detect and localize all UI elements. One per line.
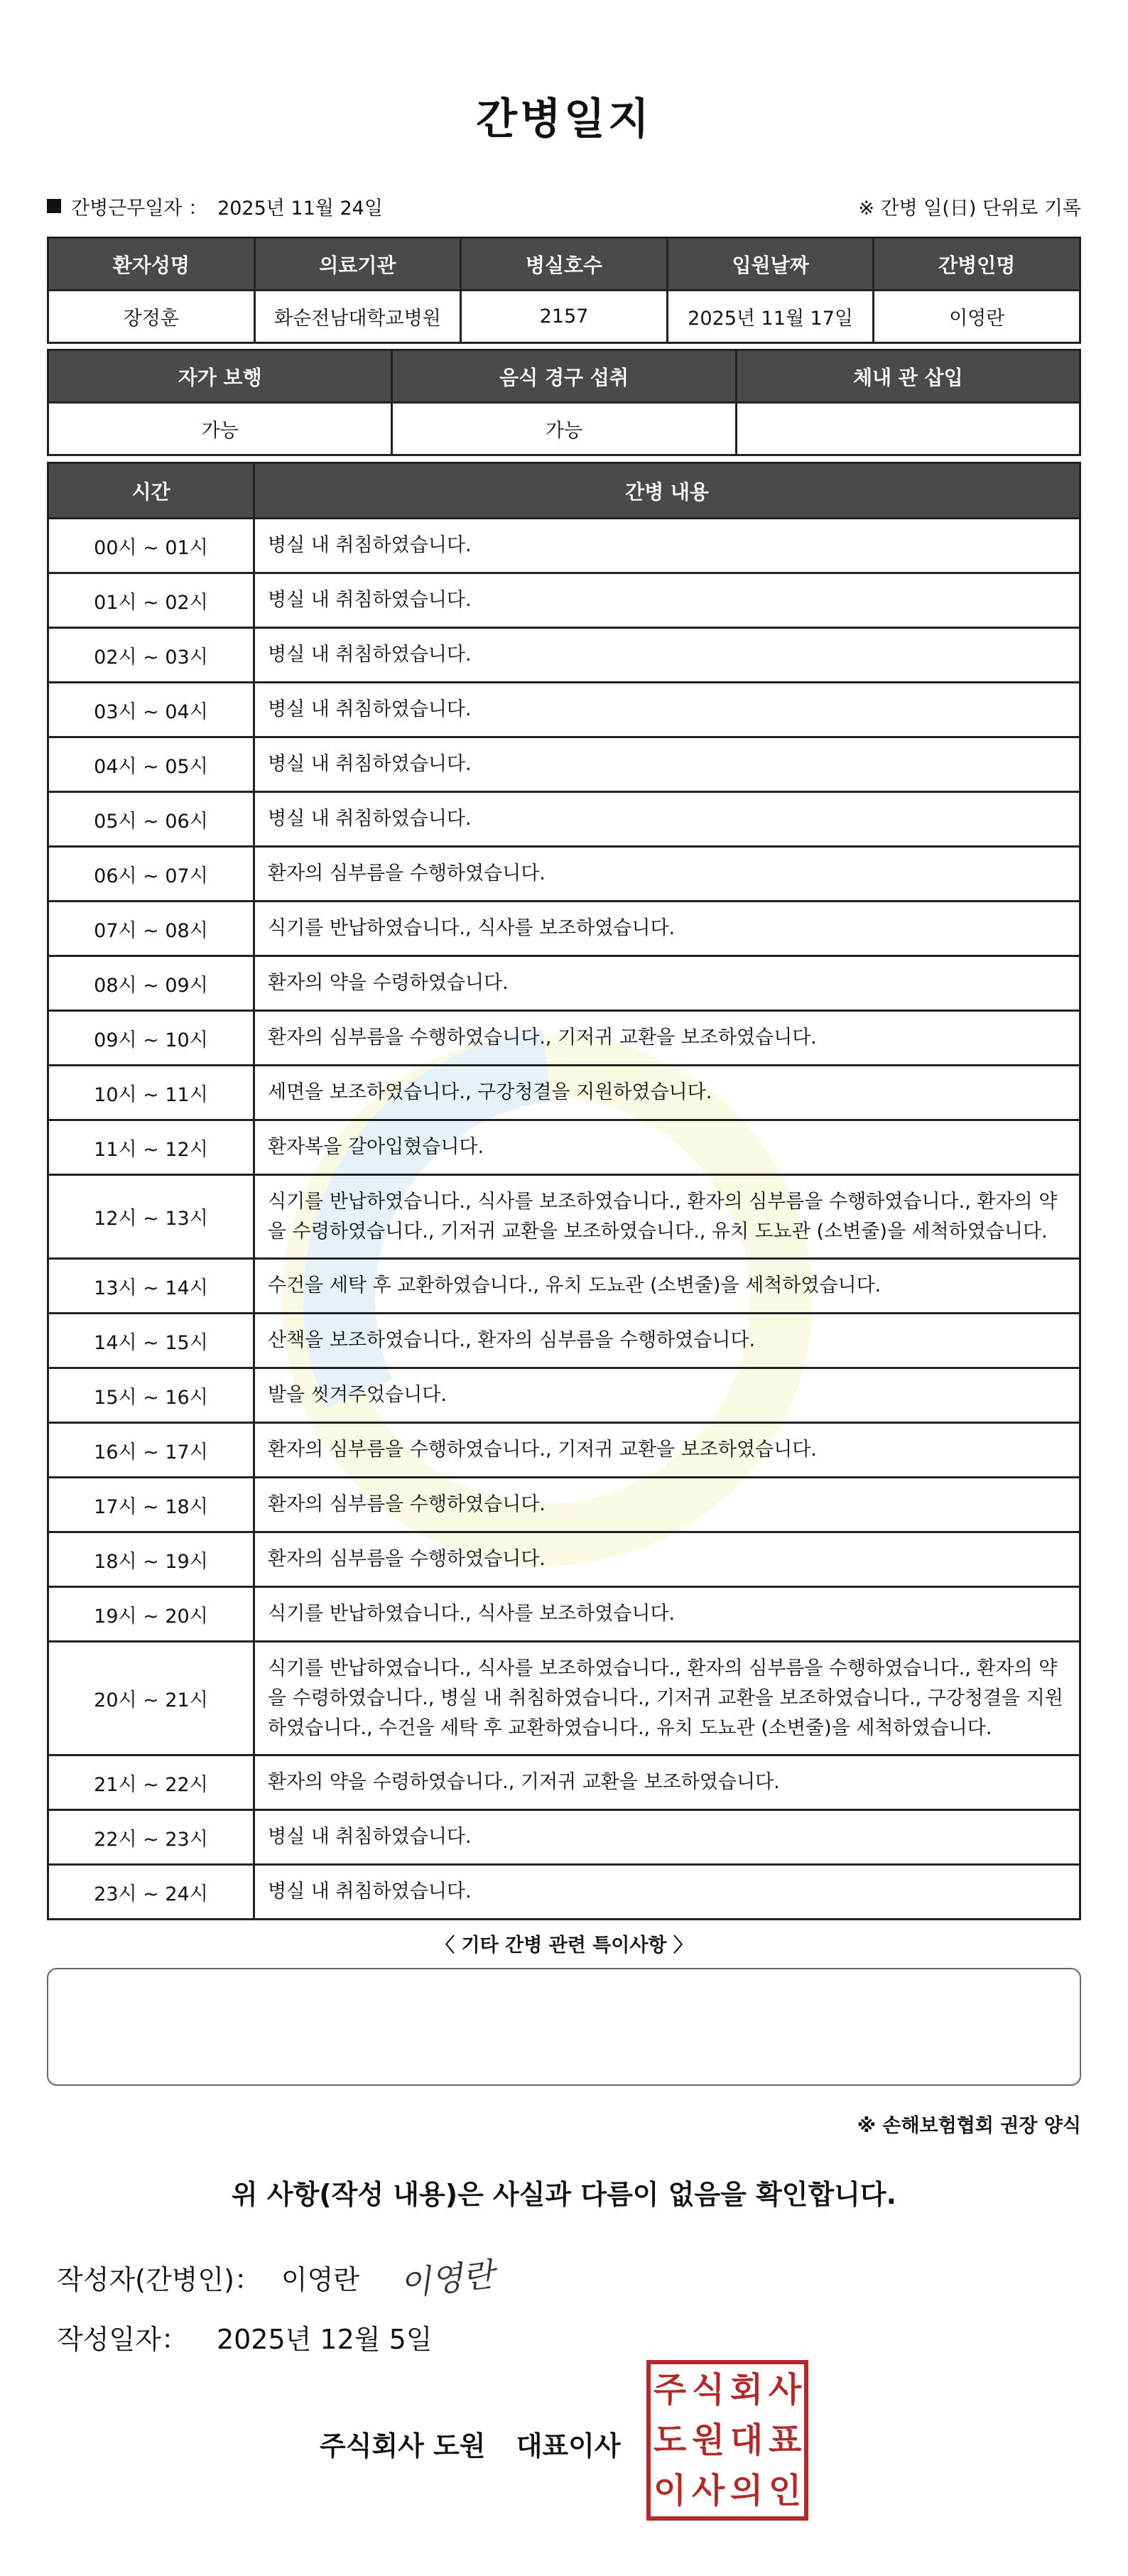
log-content: 환자의 심부름을 수행하였습니다., 기저귀 교환을 보조하였습니다. — [254, 1011, 1080, 1066]
patient-info-table — [47, 237, 1081, 344]
header-patient-name: 환자성명 — [48, 238, 255, 291]
table-row — [48, 1810, 1080, 1865]
table-row — [48, 1532, 1080, 1587]
header-oral-intake: 음식 경구 섭취 — [392, 350, 736, 403]
log-time: 16시 ~ 17시 — [48, 1423, 254, 1478]
log-content: 식기를 반납하였습니다., 식사를 보조하였습니다. — [254, 1587, 1080, 1642]
log-time: 18시 ~ 19시 — [48, 1532, 254, 1587]
patient-status-table — [47, 349, 1081, 456]
self-walking-value: 가능 — [48, 403, 392, 455]
table-row — [48, 1066, 1080, 1120]
patient-name: 장정훈 — [48, 291, 255, 343]
header-caregiver: 간병인명 — [874, 238, 1080, 291]
log-time: 12시 ~ 13시 — [48, 1175, 254, 1259]
table-row — [48, 628, 1080, 683]
log-content: 식기를 반납하였습니다., 식사를 보조하였습니다. — [254, 902, 1080, 956]
written-date-line — [57, 2317, 432, 2356]
log-time: 05시 ~ 06시 — [48, 792, 254, 847]
log-content: 산책을 보조하였습니다., 환자의 심부름을 수행하였습니다. — [254, 1314, 1080, 1368]
log-content: 환자의 심부름을 수행하였습니다. — [254, 1478, 1080, 1532]
log-content: 환자의 약을 수령하였습니다., 기저귀 교환을 보조하였습니다. — [254, 1755, 1080, 1810]
log-content: 병실 내 취침하였습니다. — [254, 1865, 1080, 1920]
log-time: 04시 ~ 05시 — [48, 737, 254, 792]
header-admission-date: 입원날짜 — [667, 238, 874, 291]
log-content: 식기를 반납하였습니다., 식사를 보조하였습니다., 환자의 심부름을 수행하였습니다., 환자의 약을 수령하였습니다., 기저귀 교환을 보조하였습니다., 유치 도뇨관 (소변줄)을 세척하였습니다. — [254, 1175, 1080, 1259]
log-content: 병실 내 취침하였습니다. — [254, 519, 1080, 573]
hospital-name: 화순전남대학교병원 — [254, 291, 461, 343]
table-row — [48, 1587, 1080, 1642]
seal-character: 식 — [691, 2369, 725, 2410]
log-time: 13시 ~ 14시 — [48, 1259, 254, 1314]
table-row — [48, 847, 1080, 902]
table-row — [48, 792, 1080, 847]
writer-label: 작성자(간병인)： — [57, 2263, 261, 2295]
seal-character: 주 — [653, 2369, 687, 2410]
log-content: 수건을 세탁 후 교환하였습니다., 유치 도뇨관 (소변줄)을 세척하였습니다. — [254, 1259, 1080, 1314]
caregiver-name: 이영란 — [874, 291, 1080, 343]
header-self-walking: 자가 보행 — [48, 350, 392, 403]
table-row — [48, 1755, 1080, 1810]
table-row — [48, 683, 1080, 737]
header-time: 시간 — [48, 463, 254, 519]
table-row — [48, 1120, 1080, 1175]
table-row — [48, 1011, 1080, 1066]
seal-character: 의 — [730, 2471, 764, 2511]
seal-character: 사 — [768, 2369, 802, 2410]
seal-character: 표 — [768, 2420, 802, 2460]
log-time: 17시 ~ 18시 — [48, 1478, 254, 1532]
log-time: 14시 ~ 15시 — [48, 1314, 254, 1368]
log-content: 환자복을 갈아입혔습니다. — [254, 1120, 1080, 1175]
header-care-content: 간병 내용 — [254, 463, 1080, 519]
company-line — [320, 2424, 621, 2463]
log-content: 병실 내 취침하였습니다. — [254, 792, 1080, 847]
log-time: 02시 ~ 03시 — [48, 628, 254, 683]
table-row — [48, 902, 1080, 956]
writer-name: 이영란 — [281, 2263, 360, 2295]
log-time: 11시 ~ 12시 — [48, 1120, 254, 1175]
log-content: 병실 내 취침하였습니다. — [254, 573, 1080, 628]
log-time: 09시 ~ 10시 — [48, 1011, 254, 1066]
notes-box — [47, 1968, 1081, 2086]
log-time: 08시 ~ 09시 — [48, 956, 254, 1011]
table-row — [48, 519, 1080, 573]
table-row — [48, 956, 1080, 1011]
work-date-value: 2025년 11월 24일 — [217, 197, 383, 220]
square-bullet-icon — [47, 199, 61, 213]
log-content: 환자의 심부름을 수행하였습니다. — [254, 1532, 1080, 1587]
log-content: 세면을 보조하였습니다., 구강청결을 지원하였습니다. — [254, 1066, 1080, 1120]
table-row — [48, 573, 1080, 628]
log-time: 21시 ~ 22시 — [48, 1755, 254, 1810]
company-name: 주식회사 도원 — [320, 2430, 486, 2462]
seal-character: 회 — [730, 2369, 764, 2410]
log-time: 01시 ~ 02시 — [48, 573, 254, 628]
seal-character: 인 — [768, 2471, 802, 2511]
oral-intake-value: 가능 — [392, 403, 736, 455]
log-content: 환자의 약을 수령하였습니다. — [254, 956, 1080, 1011]
log-content: 발을 씻겨주었습니다. — [254, 1368, 1080, 1423]
table-row — [48, 1478, 1080, 1532]
table-row — [48, 737, 1080, 792]
log-time: 07시 ~ 08시 — [48, 902, 254, 956]
log-content: 병실 내 취침하였습니다. — [254, 628, 1080, 683]
header-room: 병실호수 — [461, 238, 668, 291]
admission-date: 2025년 11월 17일 — [667, 291, 874, 343]
log-time: 03시 ~ 04시 — [48, 683, 254, 737]
seal-character: 원 — [691, 2420, 725, 2460]
association-note: ※ 손해보험협회 권장 양식 — [857, 2115, 1081, 2137]
written-date-label: 작성일자： — [57, 2324, 188, 2355]
table-row — [48, 1259, 1080, 1314]
care-log-body — [48, 519, 1080, 1920]
log-time: 20시 ~ 21시 — [48, 1642, 254, 1755]
header-tube-insertion: 체내 관 삽입 — [736, 350, 1080, 403]
log-time: 15시 ~ 16시 — [48, 1368, 254, 1423]
writer-line — [57, 2253, 497, 2303]
log-content: 병실 내 취침하였습니다. — [254, 1810, 1080, 1865]
handwritten-signature: 이영란 — [397, 2255, 497, 2303]
header-hospital: 의료기관 — [254, 238, 461, 291]
log-time: 19시 ~ 20시 — [48, 1587, 254, 1642]
seal-character: 도 — [653, 2420, 687, 2460]
room-number: 2157 — [461, 291, 668, 343]
log-content: 식기를 반납하였습니다., 식사를 보조하였습니다., 환자의 심부름을 수행하였습니다., 환자의 약을 수령하였습니다., 병실 내 취침하였습니다., 기저귀 교환을 보조하였습니다., 구강청결을 지원하였습니다., 수건을 세탁 후 교환하였습니다., 유치 도뇨관 (소변줄)을 세척하였습니다. — [254, 1642, 1080, 1755]
work-date-label: 간병근무일자 ： — [71, 197, 208, 220]
company-seal-stamp — [646, 2360, 808, 2521]
log-content: 병실 내 취침하였습니다. — [254, 683, 1080, 737]
notes-label: 〈 기타 간병 관련 특이사항 〉 — [435, 1934, 693, 1957]
log-content: 병실 내 취침하였습니다. — [254, 737, 1080, 792]
meta-row — [47, 193, 1081, 219]
log-time: 00시 ~ 01시 — [48, 519, 254, 573]
log-content: 환자의 심부름을 수행하였습니다. — [254, 847, 1080, 902]
log-time: 10시 ~ 11시 — [48, 1066, 254, 1120]
table-row — [48, 1642, 1080, 1755]
seal-character: 이 — [653, 2471, 687, 2511]
table-row — [48, 1175, 1080, 1259]
log-time: 22시 ~ 23시 — [48, 1810, 254, 1865]
seal-character: 대 — [730, 2420, 764, 2460]
tube-insertion-value — [736, 403, 1080, 455]
table-row — [48, 1368, 1080, 1423]
table-row — [48, 1314, 1080, 1368]
document-title: 간병일지 — [476, 94, 652, 144]
company-title: 대표이사 — [516, 2430, 621, 2462]
confirmation-statement: 위 사항(작성 내용)은 사실과 다름이 없음을 확인합니다. — [231, 2179, 897, 2210]
table-row — [48, 1423, 1080, 1478]
written-date-value: 2025년 12월 5일 — [216, 2324, 433, 2355]
table-row — [48, 1865, 1080, 1920]
log-time: 06시 ~ 07시 — [48, 847, 254, 902]
seal-character: 사 — [691, 2471, 725, 2511]
log-time: 23시 ~ 24시 — [48, 1865, 254, 1920]
care-log-table — [47, 462, 1081, 1920]
log-content: 환자의 심부름을 수행하였습니다., 기저귀 교환을 보조하였습니다. — [254, 1423, 1080, 1478]
work-date — [47, 193, 383, 220]
daily-note: ※ 간병 일(日) 단위로 기록 — [858, 197, 1081, 220]
